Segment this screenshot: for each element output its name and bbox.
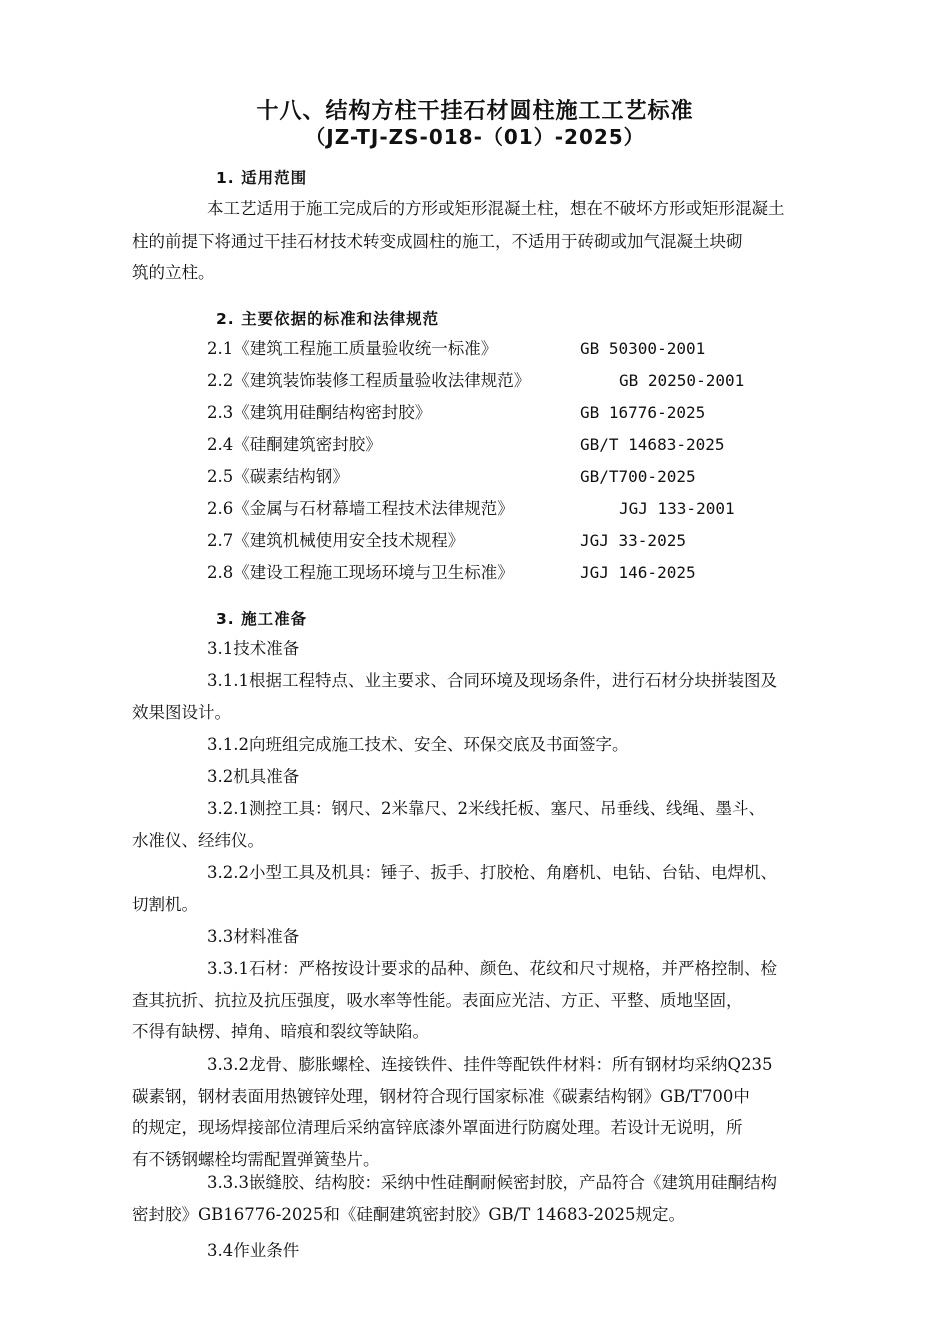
paragraph-line: 水准仪、经纬仪。 (132, 831, 264, 850)
section-3-heading: 3. 施工准备 (216, 610, 308, 628)
paragraph-line: 效果图设计。 (132, 703, 231, 722)
paragraph-line: 3.2.2小型工具及机具：锤子、扳手、打胶枪、角磨机、电钻、台钻、电焊机、 (207, 863, 777, 882)
standard-name: 2.8《建设工程施工现场环境与卫生标准》 (207, 563, 514, 582)
standard-name: 2.6《金属与石材幕墙工程技术法律规范》 (207, 499, 514, 518)
subsection-heading: 3.1技术准备 (207, 639, 300, 658)
paragraph-line: 柱的前提下将通过干挂石材技术转变成圆柱的施工，不适用于砖砌或加气混凝土块砌 (132, 232, 743, 251)
standard-name: 2.1《建筑工程施工质量验收统一标准》 (207, 339, 498, 358)
paragraph-line: 3.1.2向班组完成施工技术、安全、环保交底及书面签字。 (207, 735, 629, 754)
standard-name: 2.5《碳素结构钢》 (207, 467, 349, 486)
subsection-heading: 3.4作业条件 (207, 1241, 300, 1260)
standard-name: 2.4《硅酮建筑密封胶》 (207, 435, 382, 454)
standard-code: JGJ 146-2025 (580, 563, 696, 582)
standard-code: GB/T700-2025 (580, 467, 696, 486)
standard-code: GB 16776-2025 (580, 403, 706, 422)
paragraph-line: 3.3.2龙骨、膨胀螺栓、连接铁件、挂件等配铁件材料：所有钢材均采纳Q235 (207, 1055, 773, 1074)
standard-code: GB/T 14683-2025 (580, 435, 725, 454)
paragraph-line: 3.2.1测控工具：钢尺、2米靠尺、2米线托板、塞尺、吊垂线、线绳、墨斗、 (207, 799, 765, 818)
standard-code: JGJ 133-2001 (619, 499, 735, 518)
paragraph-line: 3.3.3嵌缝胶、结构胶：采纳中性硅酮耐候密封胶，产品符合《建筑用硅酮结构 (207, 1173, 777, 1192)
paragraph-line: 密封胶》GB16776-2025和《硅酮建筑密封胶》GB/T 14683-2025规定。 (132, 1205, 686, 1224)
paragraph-line: 本工艺适用于施工完成后的方形或矩形混凝土柱，想在不破坏方形或矩形混凝土 (207, 199, 785, 218)
standard-name: 2.3《建筑用硅酮结构密封胶》 (207, 403, 432, 422)
paragraph-line: 的规定，现场焊接部位清理后采纳富锌底漆外罩面进行防腐处理。若设计无说明，所 (132, 1118, 743, 1137)
standard-code: JGJ 33-2025 (580, 531, 686, 550)
standard-name: 2.7《建筑机械使用安全技术规程》 (207, 531, 465, 550)
document-code: （JZ-TJ-ZS-018-（01）-2025） (305, 125, 645, 149)
paragraph-line: 查其抗折、抗拉及抗压强度，吸水率等性能。表面应光洁、方正、平整、质地坚固， (132, 991, 743, 1010)
standard-name: 2.2《建筑装饰装修工程质量验收法律规范》 (207, 371, 531, 390)
section-2-heading: 2. 主要依据的标准和法律规范 (216, 310, 440, 328)
paragraph-line: 切割机。 (132, 895, 198, 914)
paragraph-line: 不得有缺楞、掉角、暗痕和裂纹等缺陷。 (132, 1022, 429, 1041)
subsection-heading: 3.3材料准备 (207, 927, 300, 946)
paragraph-line: 3.1.1根据工程特点、业主要求、合同环境及现场条件，进行石材分块拼装图及 (207, 671, 777, 690)
document-title: 十八、结构方柱干挂石材圆柱施工工艺标准 (256, 99, 694, 124)
standard-code: GB 20250-2001 (619, 371, 745, 390)
paragraph-line: 3.3.1石材：严格按设计要求的品种、颜色、花纹和尺寸规格，并严格控制、检 (207, 959, 777, 978)
paragraph-line: 碳素钢，钢材表面用热镀锌处理，钢材符合现行国家标准《碳素结构钢》GB/T700中 (132, 1087, 750, 1106)
section-1-heading: 1. 适用范围 (216, 169, 308, 187)
paragraph-line: 筑的立柱。 (132, 263, 215, 282)
paragraph-line: 有不锈钢螺栓均需配置弹簧垫片。 (132, 1150, 380, 1169)
standard-code: GB 50300-2001 (580, 339, 706, 358)
subsection-heading: 3.2机具准备 (207, 767, 300, 786)
